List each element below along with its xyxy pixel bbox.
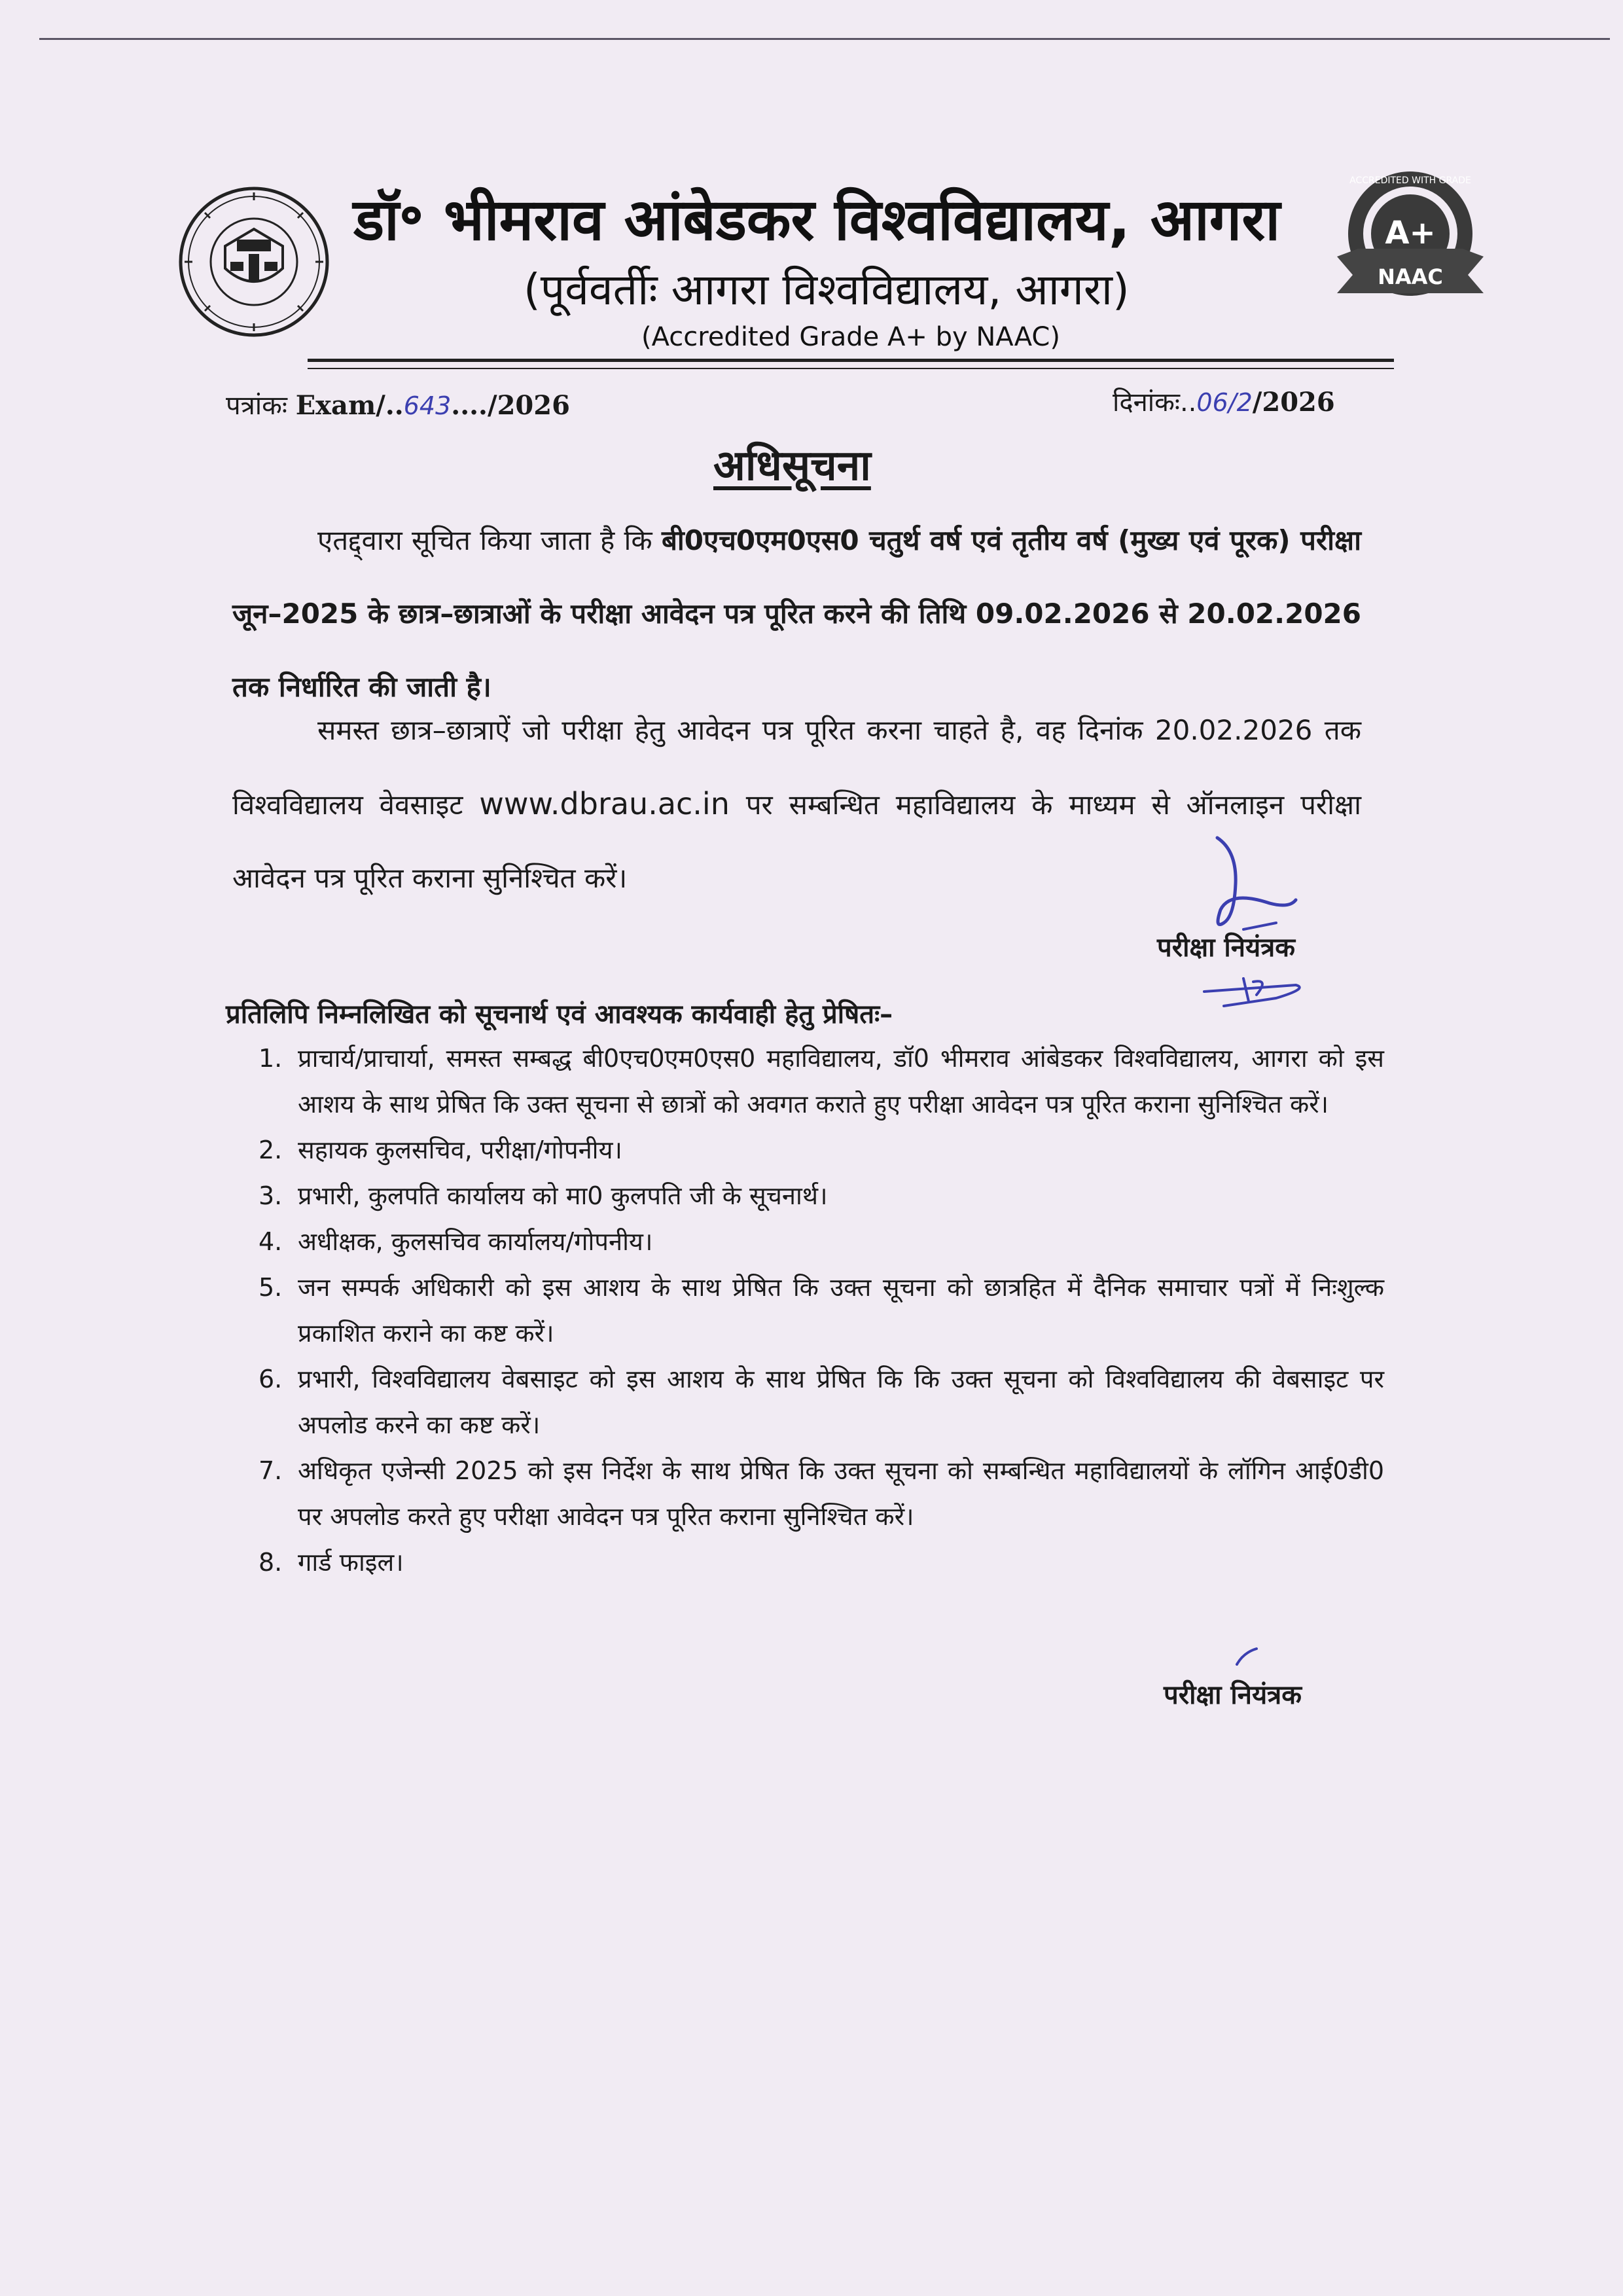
notice-paragraph-1 [232, 504, 1361, 724]
list-item-number: 6. [259, 1365, 283, 1393]
university-former-name: (पूर्ववर्तीः आगरा विश्वविद्यालय, आगरा) [524, 264, 1130, 315]
naac-grade: A+ [1385, 215, 1436, 251]
list-item-number: 4. [259, 1227, 283, 1256]
list-item [259, 1356, 1384, 1448]
list-item-text: प्राचार्य/प्राचार्या, समस्त सम्बद्ध बी0एच0एम0एस0 महाविद्यालय, डॉ0 भीमराव आंबेडकर विश्वविद्यालय, आगरा को इस आशय के साथ प्रेषित कि उक्त सूचना से छात्रों को अवगत कराते हुए परीक्षा आवेदन पत्र पूरित कराना सुनिश्चित करें। [298, 1044, 1384, 1119]
header-rule [308, 359, 1394, 362]
pen-tick-icon [1234, 1646, 1260, 1666]
paragraph-1-bold: बी0एच0एम0एस0 चतुर्थ वर्ष एवं तृतीय वर्ष (मुख्य एवं पूरक) परीक्षा जून–2025 के छात्र–छात्राओं के परीक्षा आवेदन पत्र पूरित करने की तिथि 09.02.2026 से 20.02.2026 तक निर्धारित की जाती है। [232, 524, 1361, 703]
date-label: दिनांकः.. [1113, 387, 1197, 418]
paragraph-2-after-url: पर सम्बन्धित महाविद्यालय के माध्यम से ऑनलाइन परीक्षा आवेदन पत्र पूरित कराना सुनिश्चित करें। [232, 789, 1361, 894]
reference-number [226, 386, 570, 422]
naac-ring-text: ACCREDITED WITH GRADE [1349, 175, 1471, 186]
list-item-number: 3. [259, 1181, 283, 1210]
signatory-title-2: परीक्षा नियंत्रक [1164, 1680, 1302, 1710]
website-url: www.dbrau.ac.in [479, 786, 730, 821]
date-separator: / [1228, 388, 1237, 417]
reference-suffix: ..../2026 [451, 390, 570, 421]
list-item-number: 7. [259, 1456, 283, 1485]
reference-prefix: Exam/.. [295, 390, 404, 421]
list-item [259, 1035, 1384, 1127]
notice-date [1113, 383, 1335, 419]
naac-badge-icon [1332, 165, 1489, 315]
list-item-text: गार्ड फाइल। [298, 1548, 404, 1577]
page-top-border [39, 38, 1610, 40]
reference-label: पत्रांकः [226, 391, 287, 421]
reference-handwritten-number: 643 [403, 391, 452, 420]
handwritten-initials-icon [1198, 965, 1315, 1011]
date-month: 2 [1236, 388, 1253, 417]
signatory-title-1: परीक्षा नियंत्रक [1157, 933, 1295, 963]
copy-to-heading: प्रतिलिपि निम्नलिखित को सूचनार्थ एवं आवश्यक कार्यवाही हेतु प्रेषितः– [226, 999, 893, 1030]
copy-to-list [259, 1035, 1384, 1585]
list-item-text: जन सम्पर्क अधिकारी को इस आशय के साथ प्रेषित कि उक्त सूचना को छात्रहित में दैनिक समाचार पत्रों में निःशुल्क प्रकाशित कराने का कष्ट करें। [298, 1273, 1384, 1348]
accreditation-line: (Accredited Grade A+ by NAAC) [641, 322, 1060, 352]
header-rule-thin [308, 368, 1394, 369]
list-item [259, 1448, 1384, 1539]
university-seal-icon [175, 183, 332, 340]
paragraph-1-intro: एतद्द्वारा सूचित किया जाता है कि [317, 524, 662, 556]
list-item-text: सहायक कुलसचिव, परीक्षा/गोपनीय। [298, 1136, 622, 1164]
list-item [259, 1173, 1384, 1219]
list-item-text: प्रभारी, कुलपति कार्यालय को मा0 कुलपति जी के सूचनार्थ। [298, 1181, 828, 1210]
notice-paragraph-2 [232, 694, 1361, 915]
list-item-number: 8. [259, 1548, 283, 1577]
handwritten-signature-icon [1198, 831, 1302, 942]
date-suffix: /2026 [1252, 387, 1335, 418]
list-item-text: अधीक्षक, कुलसचिव कार्यालय/गोपनीय। [298, 1227, 653, 1256]
list-item [259, 1127, 1384, 1173]
naac-label: NAAC [1378, 264, 1443, 289]
list-item [259, 1539, 1384, 1585]
list-item-text: अधिकृत एजेन्सी 2025 को इस निर्देश के साथ प्रेषित कि उक्त सूचना को सम्बन्धित महाविद्यालयों के लॉगिन आई0डी0 पर अपलोड करते हुए परीक्षा आवेदन पत्र पूरित कराना सुनिश्चित करें। [298, 1456, 1384, 1531]
notice-heading: अधिसूचना [713, 442, 871, 490]
university-name: डॉ॰ भीमराव आंबेडकर विश्वविद्यालय, आगरा [353, 186, 1281, 253]
list-item-number: 1. [259, 1044, 283, 1073]
date-day: 06 [1196, 388, 1228, 417]
list-item [259, 1265, 1384, 1356]
list-item-text: प्रभारी, विश्वविद्यालय वेबसाइट को इस आशय के साथ प्रेषित कि कि उक्त सूचना को विश्वविद्यालय की वेबसाइट पर अपलोड करने का कष्ट करें। [298, 1365, 1384, 1439]
paragraph-2-before-url: समस्त छात्र–छात्राऐं जो परीक्षा हेतु आवेदन पत्र पूरित करना चाहते है, वह दिनांक 20.02.2026 तक विश्वविद्यालय वेवसाइट [232, 714, 1361, 821]
list-item [259, 1219, 1384, 1265]
list-item-number: 5. [259, 1273, 283, 1302]
list-item-number: 2. [259, 1136, 283, 1164]
